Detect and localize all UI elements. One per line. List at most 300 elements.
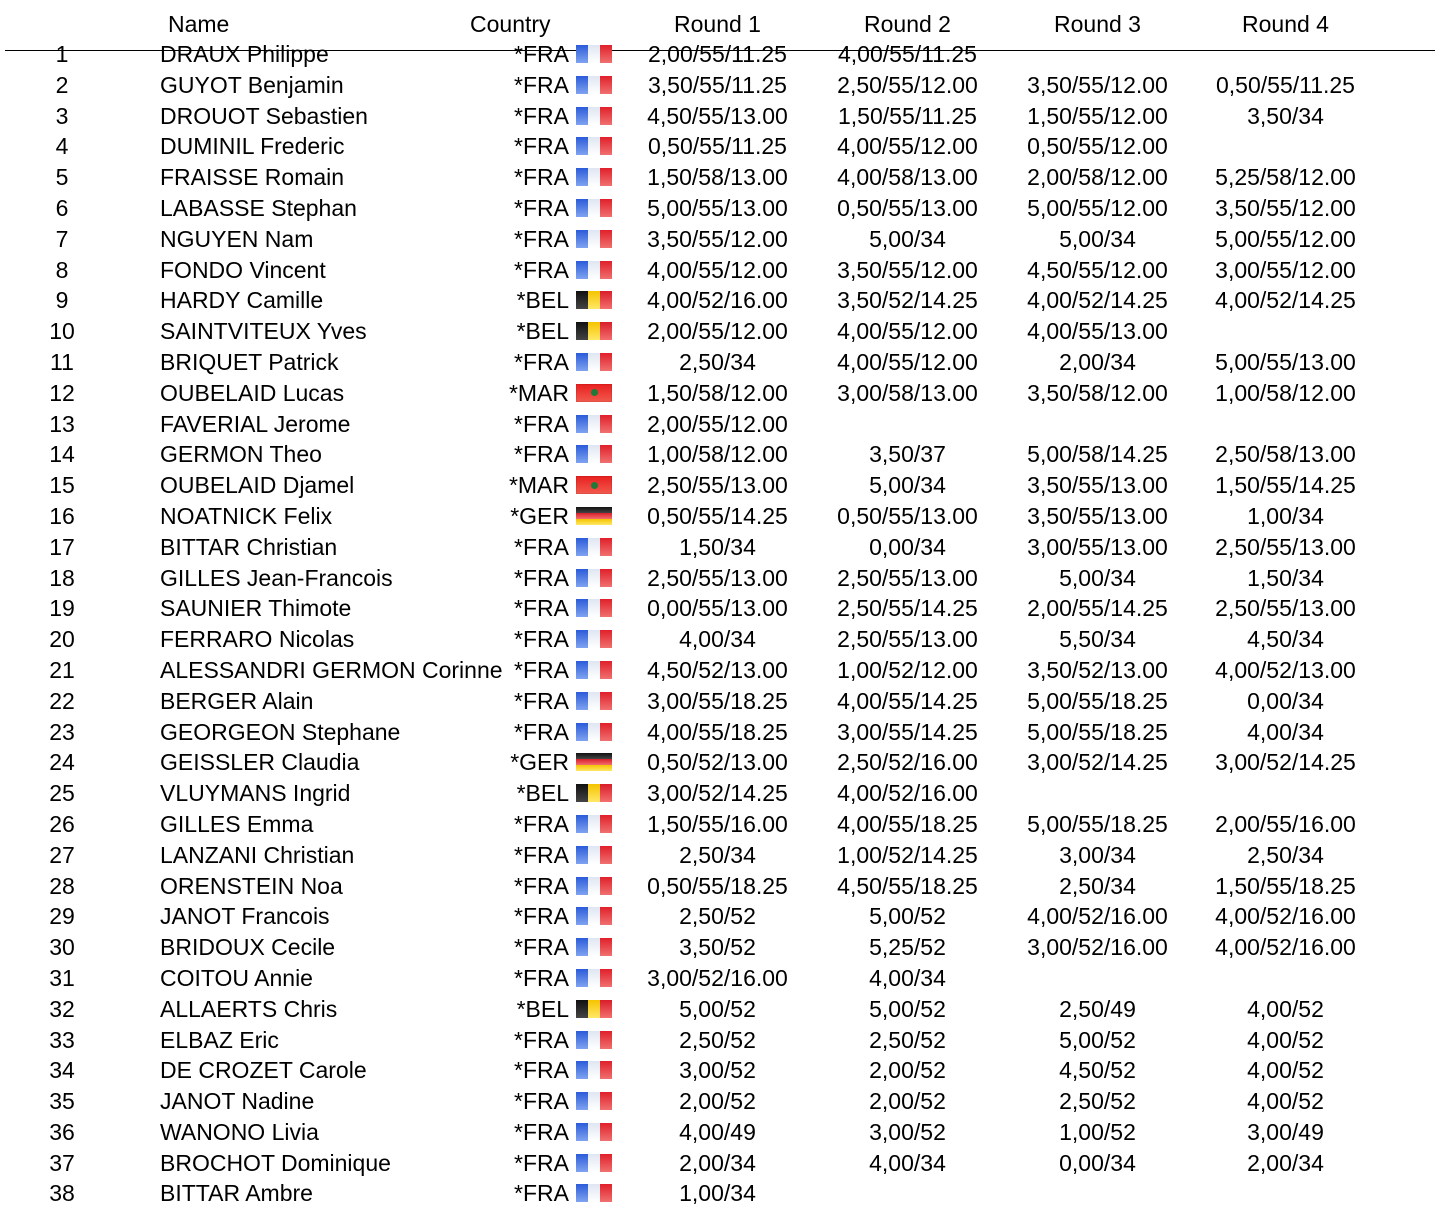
table-header [0,10,1441,39]
name-cell: SAUNIER Thimote [160,595,352,622]
france-flag-icon [576,846,612,864]
round-2-cell: 5,00/34 [869,472,946,499]
round-2-cell: 1,00/52/14.25 [837,841,978,868]
name-cell: BROCHOT Dominique [160,1149,391,1176]
round-4-cell: 1,50/55/18.25 [1215,872,1356,899]
table-row [0,840,1441,871]
table-row [0,747,1441,778]
round-2-cell: 3,00/52 [869,1118,946,1145]
table-row [0,655,1441,686]
france-flag-icon [576,1092,612,1110]
round-1-cell: 3,50/55/12.00 [647,225,788,252]
rank-cell: 31 [49,964,75,991]
round-3-cell: 5,00/58/14.25 [1027,441,1168,468]
rank-cell: 35 [49,1088,75,1115]
table-row [0,1148,1441,1179]
round-4-cell: 4,00/52/16.00 [1215,903,1356,930]
france-flag-icon [576,1154,612,1172]
round-4-cell: 4,00/34 [1247,718,1324,745]
round-1-cell: 5,00/52 [679,995,756,1022]
round-4-cell: 4,00/52 [1247,995,1324,1022]
country-cell: *MAR [508,379,569,406]
rank-cell: 24 [49,749,75,776]
round-2-cell: 2,50/52/16.00 [837,749,978,776]
rank-cell: 5 [55,164,69,191]
country-cell: *FRA [514,533,569,560]
country-cell: *FRA [514,1149,569,1176]
name-cell: BERGER Alain [160,687,314,714]
table-row [0,532,1441,563]
round-2-cell: 3,50/52/14.25 [837,287,978,314]
belgium-flag-icon [576,322,612,340]
round-2-cell: 5,00/52 [869,995,946,1022]
rank-cell: 18 [49,564,75,591]
country-cell: *BEL [516,995,569,1022]
name-cell: DUMINIL Frederic [160,133,345,160]
header-round-3: Round 3 [1054,11,1141,37]
round-3-cell: 2,00/34 [1059,348,1136,375]
round-1-cell: 4,00/52/16.00 [647,287,788,314]
name-cell: SAINTVITEUX Yves [160,318,367,345]
round-1-cell: 5,00/55/13.00 [647,194,788,221]
france-flag-icon [576,415,612,433]
round-1-cell: 1,50/58/13.00 [647,164,788,191]
country-cell: *FRA [514,1088,569,1115]
round-4-cell: 3,50/55/12.00 [1215,194,1356,221]
round-3-cell: 2,50/49 [1059,995,1136,1022]
rank-cell: 21 [49,656,75,683]
name-cell: DE CROZET Carole [160,1057,367,1084]
rank-cell: 27 [49,841,75,868]
country-cell: *FRA [514,903,569,930]
round-3-cell: 3,00/34 [1059,841,1136,868]
table-row [0,563,1441,594]
name-cell: GUYOT Benjamin [160,71,344,98]
country-cell: *FRA [514,718,569,745]
round-2-cell: 2,50/55/13.00 [837,564,978,591]
rank-cell: 2 [55,71,69,98]
morocco-flag-icon [576,476,612,494]
name-cell: HARDY Camille [160,287,324,314]
name-cell: OUBELAID Djamel [160,472,355,499]
table-row [0,193,1441,224]
rank-cell: 17 [49,533,75,560]
country-cell: *FRA [514,564,569,591]
table-row [0,255,1441,286]
table-row [0,778,1441,809]
belgium-flag-icon [576,1000,612,1018]
country-cell: *FRA [514,1118,569,1145]
rank-cell: 33 [49,1026,75,1053]
france-flag-icon [576,599,612,617]
country-cell: *FRA [514,441,569,468]
france-flag-icon [576,1031,612,1049]
round-4-cell: 0,00/34 [1247,687,1324,714]
name-cell: JANOT Nadine [160,1088,315,1115]
round-4-cell: 4,00/52/16.00 [1215,934,1356,961]
round-1-cell: 4,00/49 [679,1118,756,1145]
name-cell: FRAISSE Romain [160,164,345,191]
round-1-cell: 4,50/55/13.00 [647,102,788,129]
round-3-cell: 5,00/52 [1059,1026,1136,1053]
round-1-cell: 4,50/52/13.00 [647,656,788,683]
france-flag-icon [576,1061,612,1079]
round-3-cell: 5,00/55/18.25 [1027,687,1168,714]
round-3-cell: 3,50/55/13.00 [1027,472,1168,499]
round-1-cell: 2,50/34 [679,841,756,868]
round-1-cell: 2,50/52 [679,1026,756,1053]
round-4-cell: 2,00/55/16.00 [1215,810,1356,837]
round-4-cell: 3,00/52/14.25 [1215,749,1356,776]
france-flag-icon [576,661,612,679]
round-3-cell: 0,00/34 [1059,1149,1136,1176]
round-1-cell: 2,50/55/13.00 [647,472,788,499]
belgium-flag-icon [576,784,612,802]
round-4-cell: 5,00/55/13.00 [1215,348,1356,375]
rank-cell: 30 [49,934,75,961]
france-flag-icon [576,969,612,987]
table-row [0,1117,1441,1148]
name-cell: GILLES Emma [160,810,314,837]
round-4-cell: 4,00/52 [1247,1057,1324,1084]
rank-cell: 6 [55,194,69,221]
round-1-cell: 1,50/34 [679,533,756,560]
table-row [0,162,1441,193]
table-row [0,285,1441,316]
rank-cell: 38 [49,1180,75,1207]
france-flag-icon [576,76,612,94]
rank-cell: 25 [49,780,75,807]
round-1-cell: 0,50/55/14.25 [647,502,788,529]
france-flag-icon [576,815,612,833]
round-2-cell: 4,00/55/12.00 [837,348,978,375]
name-cell: LANZANI Christian [160,841,355,868]
round-2-cell: 4,00/55/11.25 [838,41,977,67]
name-cell: VLUYMANS Ingrid [160,780,351,807]
round-2-cell: 4,50/55/18.25 [837,872,978,899]
rank-cell: 37 [49,1149,75,1176]
round-3-cell: 4,50/52 [1059,1057,1136,1084]
round-3-cell: 5,00/55/18.25 [1027,810,1168,837]
france-flag-icon [576,538,612,556]
name-cell: GILLES Jean-Francois [160,564,393,591]
name-cell: GEORGEON Stephane [160,718,401,745]
country-cell: *FRA [514,1057,569,1084]
round-1-cell: 1,00/58/12.00 [647,441,788,468]
table-row [0,963,1441,994]
round-3-cell: 2,00/58/12.00 [1027,164,1168,191]
round-2-cell: 5,00/52 [869,903,946,930]
round-2-cell: 0,50/55/13.00 [837,502,978,529]
country-cell: *MAR [508,472,569,499]
rank-cell: 23 [49,718,75,745]
country-cell: *FRA [514,410,569,437]
round-4-cell: 4,00/52 [1247,1088,1324,1115]
table-row [0,316,1441,347]
table-row [0,717,1441,748]
rank-cell: 16 [49,502,75,529]
rank-cell: 22 [49,687,75,714]
country-cell: *FRA [514,841,569,868]
rank-cell: 26 [49,810,75,837]
round-2-cell: 5,25/52 [869,934,946,961]
round-1-cell: 3,50/55/11.25 [648,71,787,98]
round-2-cell: 2,00/52 [869,1088,946,1115]
name-cell: NGUYEN Nam [160,225,314,252]
round-4-cell: 1,00/34 [1247,502,1324,529]
header-round-4: Round 4 [1242,11,1329,37]
header-country: Country [470,11,551,37]
country-cell: *FRA [514,872,569,899]
table-row [0,994,1441,1025]
table-row [0,101,1441,132]
france-flag-icon [576,877,612,895]
round-4-cell: 1,00/58/12.00 [1215,379,1356,406]
round-3-cell: 3,00/52/16.00 [1027,934,1168,961]
round-1-cell: 4,00/34 [679,626,756,653]
round-4-cell: 4,00/52/13.00 [1215,656,1356,683]
round-1-cell: 1,50/58/12.00 [647,379,788,406]
round-2-cell: 4,00/55/12.00 [837,133,978,160]
name-cell: ALLAERTS Chris [160,995,338,1022]
round-3-cell: 2,50/52 [1059,1088,1136,1115]
round-2-cell: 2,50/55/14.25 [837,595,978,622]
germany-flag-icon [576,753,612,771]
round-2-cell: 1,50/55/11.25 [838,102,977,129]
country-cell: *FRA [514,1180,569,1207]
table-row [0,470,1441,501]
name-cell: LABASSE Stephan [160,194,357,221]
round-3-cell: 2,50/34 [1059,872,1136,899]
name-cell: BITTAR Ambre [160,1180,313,1207]
round-2-cell: 4,00/52/16.00 [837,780,978,807]
round-3-cell: 5,00/55/18.25 [1027,718,1168,745]
round-1-cell: 4,00/55/12.00 [647,256,788,283]
round-4-cell: 1,50/34 [1247,564,1324,591]
round-1-cell: 0,00/55/13.00 [647,595,788,622]
name-cell: GERMON Theo [160,441,322,468]
country-cell: *GER [510,749,569,776]
round-3-cell: 1,50/55/12.00 [1027,102,1168,129]
country-cell: *FRA [514,71,569,98]
round-3-cell: 2,00/55/14.25 [1027,595,1168,622]
table-row [0,347,1441,378]
round-3-cell: 4,00/55/13.00 [1027,318,1168,345]
round-2-cell: 4,00/58/13.00 [837,164,978,191]
round-3-cell: 4,50/55/12.00 [1027,256,1168,283]
rank-cell: 34 [49,1057,75,1084]
country-cell: *GER [510,502,569,529]
round-2-cell: 5,00/34 [869,225,946,252]
round-2-cell: 3,50/37 [869,441,946,468]
round-2-cell: 2,50/55/12.00 [837,71,978,98]
name-cell: DRAUX Philippe [160,41,329,67]
morocco-flag-icon [576,384,612,402]
rank-cell: 12 [49,379,75,406]
france-flag-icon [576,353,612,371]
france-flag-icon [576,168,612,186]
country-cell: *BEL [516,287,569,314]
round-4-cell: 2,50/58/13.00 [1215,441,1356,468]
name-cell: COITOU Annie [160,964,313,991]
name-cell: JANOT Francois [160,903,330,930]
round-3-cell: 5,00/34 [1059,564,1136,591]
round-3-cell: 4,00/52/14.25 [1027,287,1168,314]
round-1-cell: 3,00/52/14.25 [647,780,788,807]
round-1-cell: 1,50/55/16.00 [647,810,788,837]
belgium-flag-icon [576,291,612,309]
round-4-cell: 2,50/55/13.00 [1215,595,1356,622]
table-row [0,409,1441,440]
name-cell: ALESSANDRI GERMON Corinne [160,656,503,683]
round-2-cell: 2,50/55/13.00 [837,626,978,653]
rank-cell: 9 [55,287,69,314]
round-4-cell: 2,00/34 [1247,1149,1324,1176]
rank-cell: 1 [55,41,69,67]
france-flag-icon [576,692,612,710]
table-row [0,439,1441,470]
rank-cell: 14 [49,441,75,468]
france-flag-icon [576,907,612,925]
round-4-cell: 4,00/52 [1247,1026,1324,1053]
country-cell: *BEL [516,318,569,345]
name-cell: FAVERIAL Jerome [160,410,351,437]
country-cell: *BEL [516,780,569,807]
germany-flag-icon [576,507,612,525]
rank-cell: 11 [50,348,74,375]
country-cell: *FRA [514,656,569,683]
france-flag-icon [576,45,612,63]
round-4-cell: 4,00/52/14.25 [1215,287,1356,314]
name-cell: ELBAZ Eric [160,1026,279,1053]
table-row [0,624,1441,655]
header-round-2: Round 2 [864,11,951,37]
country-cell: *FRA [514,626,569,653]
france-flag-icon [576,723,612,741]
rank-cell: 28 [49,872,75,899]
rank-cell: 10 [49,318,75,345]
round-2-cell: 4,00/55/14.25 [837,687,978,714]
table-row [0,1055,1441,1086]
table-row [0,932,1441,963]
france-flag-icon [576,630,612,648]
table-row [0,378,1441,409]
country-cell: *FRA [514,810,569,837]
country-cell: *FRA [514,164,569,191]
name-cell: FERRARO Nicolas [160,626,355,653]
round-1-cell: 1,00/34 [679,1180,756,1207]
round-1-cell: 0,50/55/18.25 [647,872,788,899]
round-2-cell: 3,00/55/14.25 [837,718,978,745]
france-flag-icon [576,230,612,248]
round-2-cell: 4,00/55/18.25 [837,810,978,837]
table-row [0,1178,1441,1209]
country-cell: *FRA [514,348,569,375]
round-2-cell: 4,00/34 [869,964,946,991]
france-flag-icon [576,1123,612,1141]
round-3-cell: 5,00/34 [1059,225,1136,252]
round-2-cell: 0,50/55/13.00 [837,194,978,221]
round-2-cell: 2,50/52 [869,1026,946,1053]
name-cell: DROUOT Sebastien [160,102,368,129]
round-1-cell: 3,00/52/16.00 [647,964,788,991]
name-cell: FONDO Vincent [160,256,326,283]
round-4-cell: 4,50/34 [1247,626,1324,653]
round-3-cell: 3,50/58/12.00 [1027,379,1168,406]
rank-cell: 36 [49,1118,75,1145]
round-4-cell: 1,50/55/14.25 [1215,472,1356,499]
round-1-cell: 2,50/34 [679,348,756,375]
round-1-cell: 2,00/34 [679,1149,756,1176]
rank-cell: 15 [49,472,75,499]
rank-cell: 8 [55,256,69,283]
name-cell: BITTAR Christian [160,533,338,560]
name-cell: NOATNICK Felix [160,502,333,529]
round-3-cell: 3,00/55/13.00 [1027,533,1168,560]
round-3-cell: 3,50/55/12.00 [1027,71,1168,98]
rank-cell: 7 [55,225,69,252]
round-4-cell: 5,00/55/12.00 [1215,225,1356,252]
france-flag-icon [576,569,612,587]
name-cell: WANONO Livia [160,1118,319,1145]
france-flag-icon [576,938,612,956]
round-1-cell: 2,50/55/13.00 [647,564,788,591]
table-row [0,131,1441,162]
round-1-cell: 2,00/52 [679,1088,756,1115]
round-3-cell: 3,00/52/14.25 [1027,749,1168,776]
round-3-cell: 0,50/55/12.00 [1027,133,1168,160]
round-3-cell: 5,00/55/12.00 [1027,194,1168,221]
round-1-cell: 2,00/55/11.25 [648,41,787,67]
france-flag-icon [576,199,612,217]
rank-cell: 19 [49,595,75,622]
round-1-cell: 4,00/55/18.25 [647,718,788,745]
table-row [0,501,1441,532]
country-cell: *FRA [514,687,569,714]
table-row [0,70,1441,101]
round-1-cell: 2,00/55/12.00 [647,318,788,345]
round-1-cell: 2,00/55/12.00 [647,410,788,437]
round-4-cell: 5,25/58/12.00 [1215,164,1356,191]
name-cell: BRIDOUX Cecile [160,934,336,961]
rank-cell: 13 [49,410,75,437]
round-1-cell: 0,50/52/13.00 [647,749,788,776]
round-3-cell: 1,00/52 [1059,1118,1136,1145]
round-2-cell: 4,00/34 [869,1149,946,1176]
round-3-cell: 3,50/52/13.00 [1027,656,1168,683]
round-4-cell: 3,50/34 [1247,102,1324,129]
rank-cell: 3 [55,102,69,129]
rank-cell: 4 [55,133,69,160]
rank-cell: 32 [49,995,75,1022]
round-2-cell: 1,00/52/12.00 [837,656,978,683]
round-2-cell: 0,00/34 [869,533,946,560]
table-row [0,901,1441,932]
name-cell: ORENSTEIN Noa [160,872,343,899]
france-flag-icon [576,137,612,155]
round-4-cell: 3,00/55/12.00 [1215,256,1356,283]
round-1-cell: 3,00/52 [679,1057,756,1084]
rank-cell: 29 [49,903,75,930]
rank-cell: 20 [49,626,75,653]
country-cell: *FRA [514,194,569,221]
round-4-cell: 0,50/55/11.25 [1216,71,1355,98]
round-1-cell: 2,50/52 [679,903,756,930]
country-cell: *FRA [514,133,569,160]
round-2-cell: 3,00/58/13.00 [837,379,978,406]
round-3-cell: 5,50/34 [1059,626,1136,653]
results-table [0,10,1441,1209]
